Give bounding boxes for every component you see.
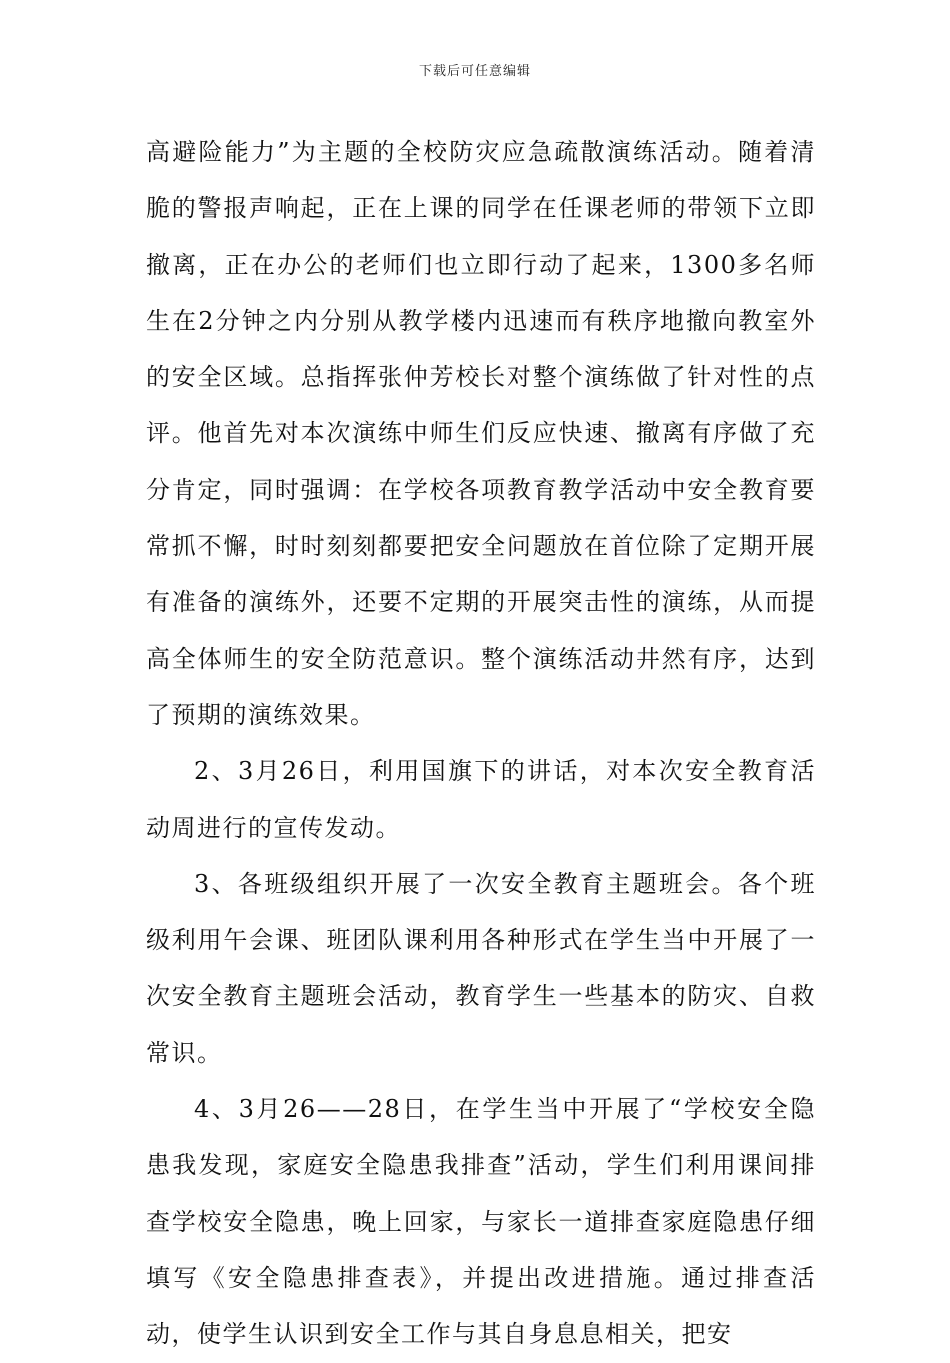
- paragraph-item-4: 4、3月26——28日，在学生当中开展了“学校安全隐患我发现，家庭安全隐患我排查”活动，学生们利用课间排查学校安全隐患，晚上回家，与家长一道排查家庭隐患仔细填写《安全隐患排查表》，并提出改进措施。通过排查活动，使学生认识到安全工作与其自身息息相关，把安: [146, 1095, 816, 1349]
- paragraph-item-3: 3、各班级组织开展了一次安全教育主题班会。各个班级利用午会课、班团队课利用各种形式在学生当中开展了一次安全教育主题班会活动，教育学生一些基本的防灾、自救常识。: [146, 869, 816, 1067]
- paragraph-item-2: 2、3月26日，利用国旗下的讲话，对本次安全教育活动周进行的宣传发动。: [146, 757, 816, 842]
- paragraph-drill: 高避险能力”为主题的全校防灾应急疏散演练活动。随着清脆的警报声响起，正在上课的同学在任课老师的带领下立即撤离，正在办公的老师们也立即行动了起来，1300多名师生在2分钟之内分别从教学楼内迅速而有秩序地撤向教室外的安全区域。总指挥张仲芳校长对整个演练做了针对性的点评。他首先对本次演练中师生们反应快速、撤离有序做了充分肯定，同时强调：在学校各项教育教学活动中安全教育要常抓不懈，时时刻刻都要把安全问题放在首位除了定期开展有准备的演练外，还要不定期的开展突击性的演练，从而提高全体师生的安全防范意识。整个演练活动井然有序，达到了预期的演练效果。: [146, 138, 816, 729]
- header-note: 下载后可任意编辑: [418, 64, 531, 79]
- document-body: [146, 124, 816, 1363]
